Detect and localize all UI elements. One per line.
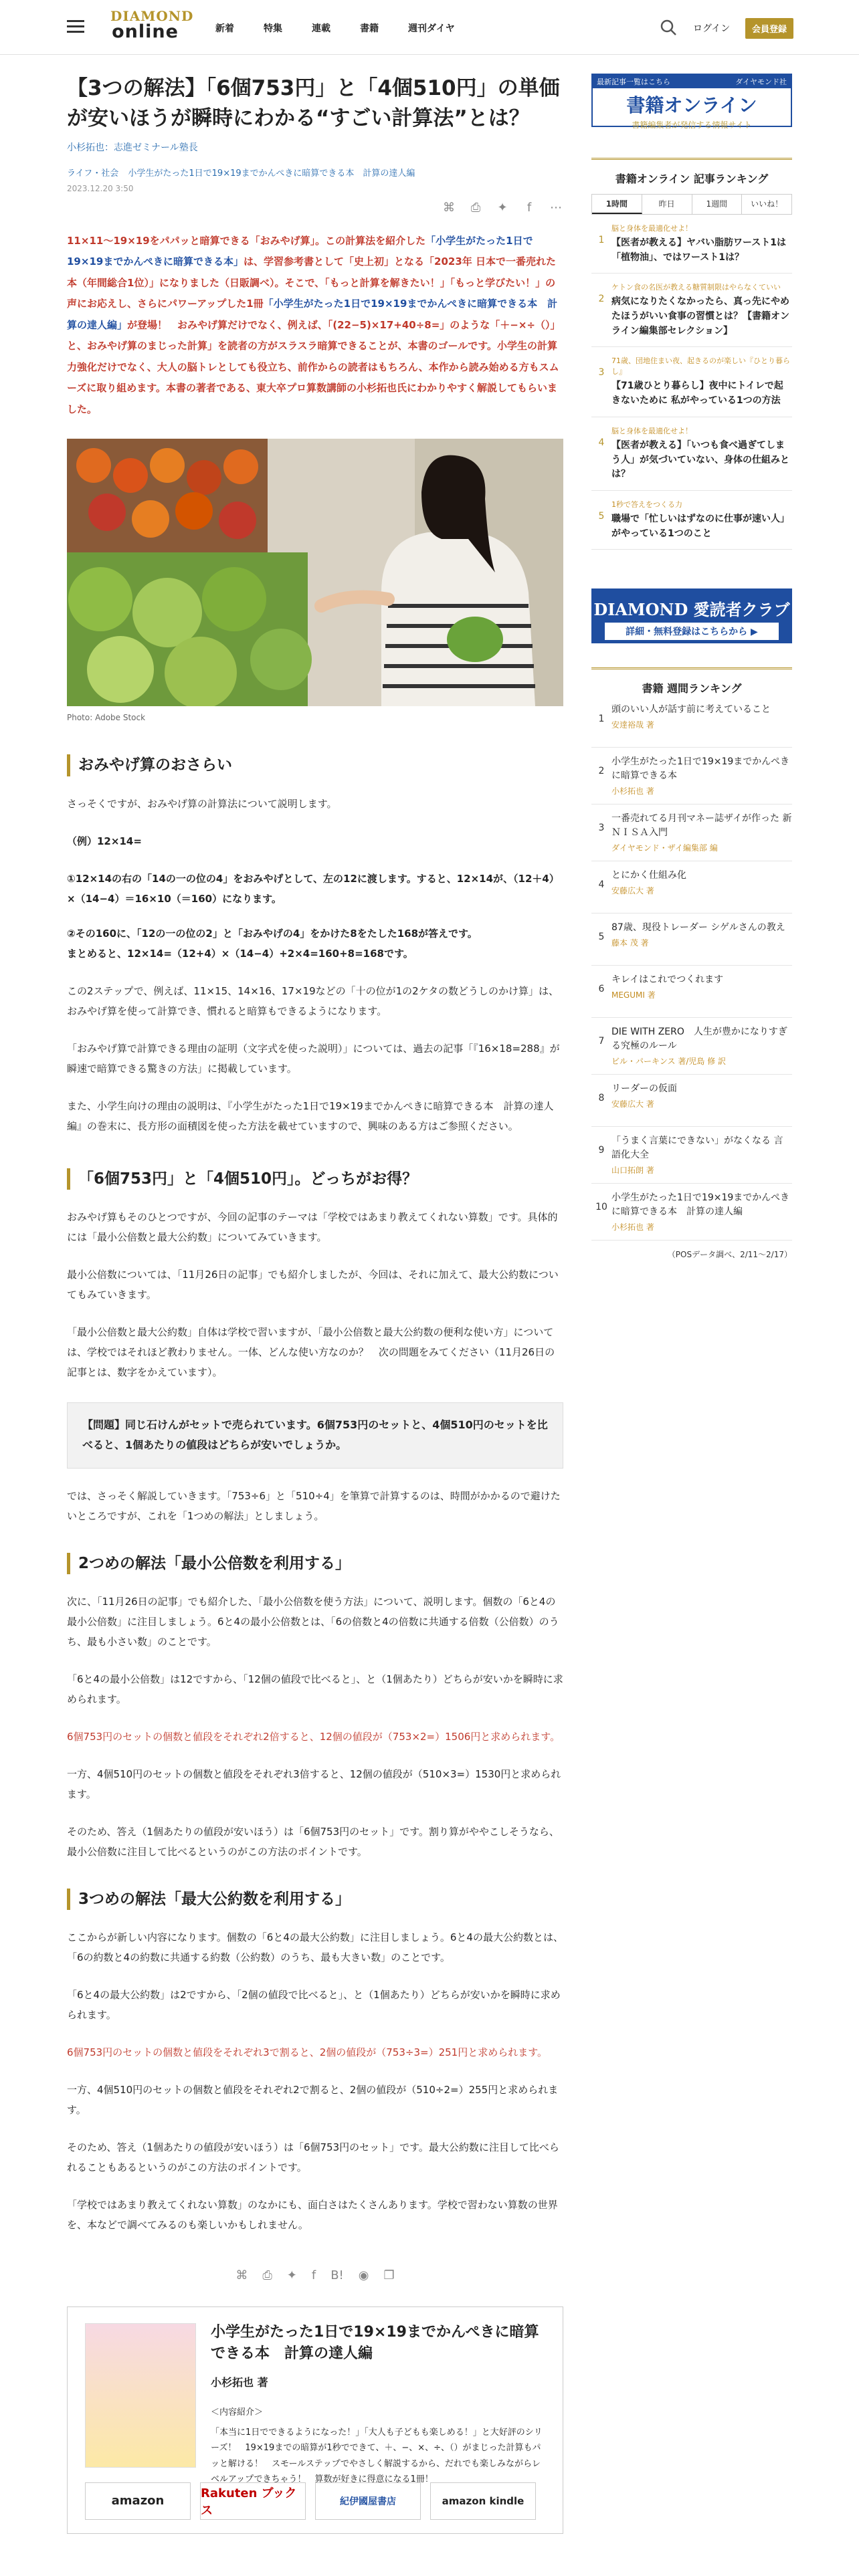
rank-category: 1秒で答えをつくる力 — [611, 500, 682, 509]
paragraph-with-link: 最小公倍数については、「11月26日の記事」でも紹介しましたが、今回は、それに加えて、最大公約数についてもみていきます。 — [67, 1268, 559, 1301]
print-icon[interactable]: ⎙ — [262, 2268, 272, 2282]
print-icon[interactable]: ⎙ — [470, 201, 481, 215]
register-button[interactable]: 会員登録 — [745, 18, 793, 39]
step-1: ①12×14の右の「14の一の位の4」をおみやげとして、左の12に渡します。すると、12×14が、（12＋4）×（14−4）＝16×10（＝160）になります。 — [67, 872, 559, 905]
rank-number: 1 — [598, 714, 605, 725]
banner-subtitle: 書籍編集者が発信する情報サイト — [632, 120, 752, 130]
article-date: 2023.12.20 3:50 — [67, 183, 134, 193]
rank-number: 4 — [598, 879, 605, 891]
book-rank-item[interactable] — [591, 804, 792, 861]
rank-title: 【医者が教える】「いつも食べ過ぎてしまう人」が気づいていない、身体の仕組みとは？ — [611, 439, 789, 480]
ranking-item[interactable] — [591, 417, 792, 491]
paragraph: 6個753円のセットの個数と値段をそれぞれ3で割ると、2個の値段が（753÷3=）251円と求められます。 — [67, 2046, 548, 2058]
article-lead — [67, 231, 563, 421]
rank-number: 3 — [598, 823, 605, 834]
paragraph: おみやげ算もそのひとつですが、今回の記事のテーマは「学校ではあまり教えてくれない算数」です。具体的には「最小公倍数と最大公約数」についてみていきます。 — [67, 1210, 558, 1243]
rank-title: 【71歳ひとり暮らし】夜中にトイレで起きないために 私がやっている1つの方法 — [611, 381, 783, 407]
facebook-icon[interactable]: f — [311, 2268, 316, 2282]
more-icon[interactable]: ⋯ — [550, 201, 562, 215]
step-2b: まとめると、12×14=（12+4）×（14−4）+2×4=160+8=168です。 — [67, 947, 413, 960]
login-link[interactable]: ログイン — [693, 23, 731, 34]
book-rank-item[interactable] — [591, 1127, 792, 1184]
rank-category: 脳と身体を最適化せよ！ — [611, 224, 692, 233]
nav-item-series[interactable]: 連載 — [312, 23, 330, 34]
ranking-item[interactable] — [591, 274, 792, 347]
logo-top: DIAMOND — [110, 8, 194, 24]
store-links — [85, 2482, 536, 2520]
paragraph: 6個753円のセットの個数と値段をそれぞれ2倍すると、12個の値段が（753×2=）1506円と求められます。 — [67, 1730, 561, 1743]
book-rank-author: MEGUMI 著 — [611, 990, 656, 1000]
category-link[interactable]: ライフ・社会 — [67, 168, 119, 179]
menu-icon[interactable] — [67, 20, 84, 33]
article-author[interactable]: 小杉拓也：志進ゼミナール塾長 — [67, 142, 198, 153]
main-nav — [215, 21, 455, 35]
book-rank-item[interactable] — [591, 914, 792, 966]
question-box: 【問題】同じ石けんがセットで売られています。6個753円のセットと、4個510円のセットを比べると、1個あたりの値段はどちらが安いでしょうか。 — [67, 1402, 563, 1469]
paragraph: 「6と4の最大公約数」は2ですから、「2個の値段で比べると」、と（1個あたり）どちらが安いかを瞬時に求められます。 — [67, 1988, 561, 2021]
banner-brand: ダイヤモンド社 — [735, 78, 787, 86]
book-rank-title: DIE WITH ZERO 人生が豊かになりすぎる究極のルール — [611, 1027, 787, 1052]
book-ranking-list — [591, 695, 792, 1241]
article-categories — [67, 166, 563, 179]
lead-text: が登場！ おみやげ算だけでなく、例えば、「(22−5)×17+40÷8=」のような「＋−×÷（）」と、おみやげ算のまじった計算」を読者の方がスラスラ暗算できることが、本書のゴールです。小学生の計算力強化だけでなく、大人の脳トレとしても役立ち、前作からの読者はもちろん、本作から読み始める方もスムーズに取り組めます。本書の著者である、東大卒プロ算数講師の小杉拓也氏にわかりやすく解説してもらいました。 — [67, 318, 561, 415]
book-rank-title: リーダーの仮面 — [611, 1083, 677, 1095]
rank-number: 6 — [598, 984, 605, 995]
article-photo — [67, 439, 563, 706]
kindle-button[interactable]: amazon kindle — [430, 2482, 536, 2520]
paragraph: そのため、答え（1個あたりの値段が安いほう）は「6個753円のセット」です。割り算がややこしそうなら、最小公倍数に注目して比べるというのがこの方法のポイントです。 — [67, 1825, 559, 1858]
shopping-woman-image — [67, 439, 563, 706]
book-rank-author: 安達裕哉 著 — [611, 720, 654, 730]
book-rank-item[interactable] — [591, 695, 792, 748]
article-title: 【3つの解法】「6個753円」と「4個510円」の単価が安いほうが瞬時にわかる“すごい計算法”とは？ — [67, 76, 560, 130]
ranking-item[interactable] — [591, 347, 792, 417]
step-2a: ②その160に、「12の一の位の2」と「おみやげの4」をかけた8をたした168が答えです。 — [67, 927, 478, 940]
paragraph: さっそくですが、おみやげ算の計算法について説明します。 — [67, 797, 337, 810]
book-rank-title: 一番売れてる月刊マネー誌ザイが作った 新ＮＩＳＡ入門 — [611, 813, 792, 839]
book-rank-item[interactable] — [591, 1075, 792, 1127]
paragraph: 次に、「11月26日の記事」でも紹介した、「最小公倍数を使う方法」について、説明します。個数の「6と4の最小公倍数」に注目しましょう。6と4の最小公倍数とは、「6の倍数と4の倍数に共通する倍数（公倍数）のうち、最も小さい数」のことです。 — [67, 1595, 559, 1648]
rank-number: 2 — [598, 294, 605, 305]
clip-icon[interactable]: ⌘ — [235, 2268, 248, 2282]
site-header — [0, 0, 859, 55]
paragraph: この2ステップで、例えば、11×15、14×16、17×19などの「十の位が1の2ケタの数どうしのかけ算」は、おみやげ算を使って計算でき、慣れると暗算もできるようになります。 — [67, 984, 559, 1017]
rank-number: 7 — [598, 1036, 605, 1047]
article — [67, 74, 563, 2534]
kinokuniya-button[interactable]: 紀伊國屋書店 — [315, 2482, 421, 2520]
book-rank-item[interactable] — [591, 1018, 792, 1075]
twitter-icon[interactable]: ✦ — [497, 201, 508, 215]
rank-number: 3 — [598, 367, 605, 379]
book-rank-item[interactable] — [591, 861, 792, 914]
paragraph-with-link: 「最小公倍数と最大公約数」自体は学校で習いますが、「最小公倍数と最大公約数の便利な使い方」については、学校ではそれほど教わりません。一体、どんな使い方なのか？ 次の問題をみてください（11月26日の記事とは、数字をかえています）。 — [67, 1325, 555, 1378]
pos-note: （POSデータ調べ、2/11〜2/17） — [667, 1250, 792, 1260]
book-rank-item[interactable] — [591, 966, 792, 1018]
nav-item-new[interactable]: 新着 — [215, 23, 234, 34]
paragraph: では、さっそく解説していきます。「753÷6」と「510÷4」を筆算で計算するのは、時間がかかるので避けたいところですが、これを「1つめの解法」としましょう。 — [67, 1489, 561, 1522]
ranking-title: 書籍オンライン 記事ランキング — [591, 158, 792, 186]
lead-book-link[interactable]: 「小学生がたった1日で19×19までかんぺきに暗算できる本」 — [67, 234, 533, 268]
book-rank-title: 87歳、現役トレーダー シゲルさんの教え — [611, 922, 785, 934]
amazon-button[interactable]: amazon — [85, 2482, 191, 2520]
book-rank-item[interactable] — [591, 1184, 792, 1241]
book-ranking-title: 書籍 週間ランキング — [591, 667, 792, 695]
lead-text: は、学習参考書として「史上初」となる「2023年 日本で一番売れた本（年間総合1位）」になりました（日販調べ）。そこで、「もっと計算を解きたい！」「もっと学びたい！」の声にお応えし、さらにパワーアップした1冊 — [67, 255, 557, 310]
ranking-item[interactable] — [591, 491, 792, 550]
tab-1hour[interactable]: 1時間 — [592, 195, 642, 214]
rank-number: 8 — [598, 1093, 605, 1104]
book-rank-title: 小学生がたった1日で19×19までかんぺきに暗算できる本 — [611, 756, 789, 782]
rank-number: 10 — [595, 1202, 607, 1213]
sidebar — [591, 74, 792, 1260]
book-rank-author: 小杉拓也 著 — [611, 1222, 654, 1232]
example-label: （例）12×14= — [67, 835, 142, 847]
book-rank-author: 小杉拓也 著 — [611, 786, 654, 796]
photo-caption: Photo: Adobe Stock — [67, 713, 146, 723]
tab-yesterday[interactable]: 昨日 — [642, 195, 692, 214]
book-rank-author: ダイヤモンド・ザイ編集部 編 — [611, 843, 718, 853]
ranking-list — [591, 215, 792, 550]
twitter-icon[interactable]: ✦ — [286, 2268, 297, 2282]
rank-category: ケトン食の名医が教える糖質制限はやらなくていい — [611, 283, 781, 292]
line-icon[interactable]: ◉ — [358, 2268, 369, 2282]
facebook-icon[interactable]: f — [527, 201, 532, 215]
ranking-tabs — [591, 194, 792, 215]
rank-number: 2 — [598, 766, 605, 777]
nav-item-feature[interactable]: 特集 — [264, 23, 282, 34]
rank-number: 5 — [598, 510, 605, 522]
book-rank-title: キレイはこれでつくれます — [611, 974, 724, 986]
book-rank-item[interactable] — [591, 748, 792, 804]
book-rank-title: 「うまく言葉にできない」がなくなる 言語化大全 — [611, 1136, 783, 1161]
site-logo[interactable] — [110, 8, 194, 42]
rank-category: 71歳、団地住まい夜、起きるのが楽しい『ひとり暮らし』 — [611, 356, 790, 377]
rank-number: 1 — [598, 235, 605, 245]
banner-top-label: 最新記事一覧はこちら — [597, 78, 670, 86]
share-bar — [442, 201, 563, 215]
hatena-icon[interactable]: B! — [330, 2268, 344, 2282]
banner-top-text — [593, 75, 791, 88]
clip-icon[interactable]: ⌘ — [443, 201, 455, 215]
rank-number: 4 — [598, 437, 605, 448]
rank-number: 5 — [598, 932, 605, 943]
club-title: DIAMOND 愛読者クラブ — [593, 600, 790, 620]
book-rank-author: ビル・パーキンス 著/児島 修 訳 — [611, 1057, 727, 1067]
book-rank-author: 安藤広大 著 — [611, 886, 654, 896]
section-heading: 「6個753円」と「4個510円」。どっちがお得？ — [67, 1168, 563, 1190]
nav-item-books[interactable]: 書籍 — [360, 23, 379, 34]
ranking-item[interactable] — [591, 215, 792, 274]
section-heading: おみやげ算のおさらい — [67, 754, 563, 776]
search-icon[interactable] — [660, 19, 677, 36]
book-description: 「本当に1日でできるようになった！」「大人も子どもも楽しめる！」と大好評のシリーズ！ 19×19までの暗算が1秒でできて、＋、−、×、÷、（）がまじった計算もパッと解ける！ スモールステップでやさしく解説するから、だれでも楽しみながらレベルアップできちゃう！ 算数が好きに得意になる1冊！ — [211, 2427, 543, 2485]
book-author: 小杉拓也 著 — [211, 2375, 268, 2389]
rank-number: 9 — [598, 1145, 605, 1156]
book-title[interactable]: 小学生がたった1日で19×19までかんぺきに暗算できる本 計算の達人編 — [211, 2323, 539, 2362]
book-rank-title: 小学生がたった1日で19×19までかんぺきに暗算できる本 計算の達人編 — [611, 1192, 789, 1218]
bottom-share-bar — [67, 2268, 563, 2282]
lead-text: 11×11〜19×19をパパッと暗算できる「おみやげ算」。この計算法を紹介した — [67, 234, 426, 247]
book-rank-author: 安藤広大 著 — [611, 1099, 654, 1109]
rakuten-button[interactable]: Rakuten ブックス — [200, 2482, 306, 2520]
rank-category: 脳と身体を最適化せよ！ — [611, 426, 692, 435]
copy-icon[interactable]: ❐ — [383, 2268, 395, 2282]
tab-1week[interactable]: 1週間 — [692, 195, 743, 214]
paragraph: 「6と4の最小公倍数」は12ですから、「12個の値段で比べると」、と（1個あたり）どちらが安いかを瞬時に求められます。 — [67, 1673, 563, 1705]
lead-book-link[interactable]: 「小学生がたった1日で19×19までかんぺきに暗算できる本 計算の達人編」 — [67, 298, 558, 331]
paragraph-with-link: 「おみやげ算で計算できる理由の証明（文字式を使った説明）」については、過去の記事「『16×18=288』が瞬速で暗算できる驚きの方法」に掲載しています。 — [67, 1042, 560, 1075]
book-rank-title: とにかく仕組み化 — [611, 870, 686, 881]
paragraph-with-link: また、小学生向けの理由の説明は、『小学生がたった1日で19×19までかんぺきに暗算できる本 計算の達人編』の巻末に、長方形の面積図を使った方法を載せていますので、興味のある方はご参照ください。 — [67, 1099, 554, 1132]
book-promo — [67, 2306, 563, 2534]
logo-bottom: online — [112, 21, 179, 42]
tab-likes[interactable]: いいね！ — [751, 199, 783, 209]
rank-title: 病気になりたくなかったら、真っ先にやめたほうがいい食事の習慣とは？【書籍オンライン編集部セレクション】 — [611, 296, 789, 336]
category-link[interactable]: 小学生がたった1日で19×19までかんぺきに暗算できる本 計算の達人編 — [128, 168, 415, 179]
books-online-banner[interactable] — [591, 74, 792, 130]
paragraph: 一方、4個510円のセットの個数と値段をそれぞれ2で割ると、2個の値段が（510÷2=）255円と求められます。 — [67, 2083, 559, 2116]
rank-title: 【医者が教える】ヤバい脂肪ワースト1は「植物油」、ではワースト1は？ — [611, 237, 787, 263]
readers-club-banner[interactable] — [591, 588, 792, 643]
section-heading: 2つめの解法「最小公倍数を利用する」 — [67, 1553, 563, 1574]
book-rank-title: 頭のいい人が話す前に考えていること — [611, 704, 771, 716]
paragraph: ここからが新しい内容になります。個数の「6と4の最大公約数」に注目しましょう。6と4の最大公約数とは、「6の約数と4の約数に共通する約数（公約数）のうち、最も大きい数」のことです。 — [67, 1931, 563, 1963]
paragraph: そのため、答え（1個あたりの値段が安いほう）は「6個753円のセット」です。最大公約数に注目して比べられることもあるというのがこの方法のポイントです。 — [67, 2141, 559, 2173]
club-subtitle: 詳細・無料登録はこちらから ▶ — [605, 623, 779, 640]
paragraph: 「学校ではあまり教えてくれない算数」のなかにも、面白さはたくさんあります。学校で習わない算数の世界を、本などで調べてみるのも楽しいかもしれません。 — [67, 2198, 558, 2231]
banner-title: 書籍オンライン — [626, 94, 757, 116]
book-rank-author: 藤本 茂 著 — [611, 938, 649, 948]
paragraph: 一方、4個510円のセットの個数と値段をそれぞれ3倍すると、12個の値段が（510×3=）1530円と求められます。 — [67, 1767, 561, 1800]
book-rank-author: 山口拓朗 著 — [611, 1166, 654, 1176]
nav-item-weekly[interactable]: 週刊ダイヤ — [408, 23, 455, 34]
book-desc-heading: ＜内容紹介＞ — [211, 2407, 264, 2418]
rank-title: 職場で「忙しいはずなのに仕事が速い人」がやっている1つのこと — [611, 513, 789, 539]
book-cover[interactable] — [85, 2323, 196, 2468]
section-heading: 3つめの解法「最大公約数を利用する」 — [67, 1889, 563, 1910]
